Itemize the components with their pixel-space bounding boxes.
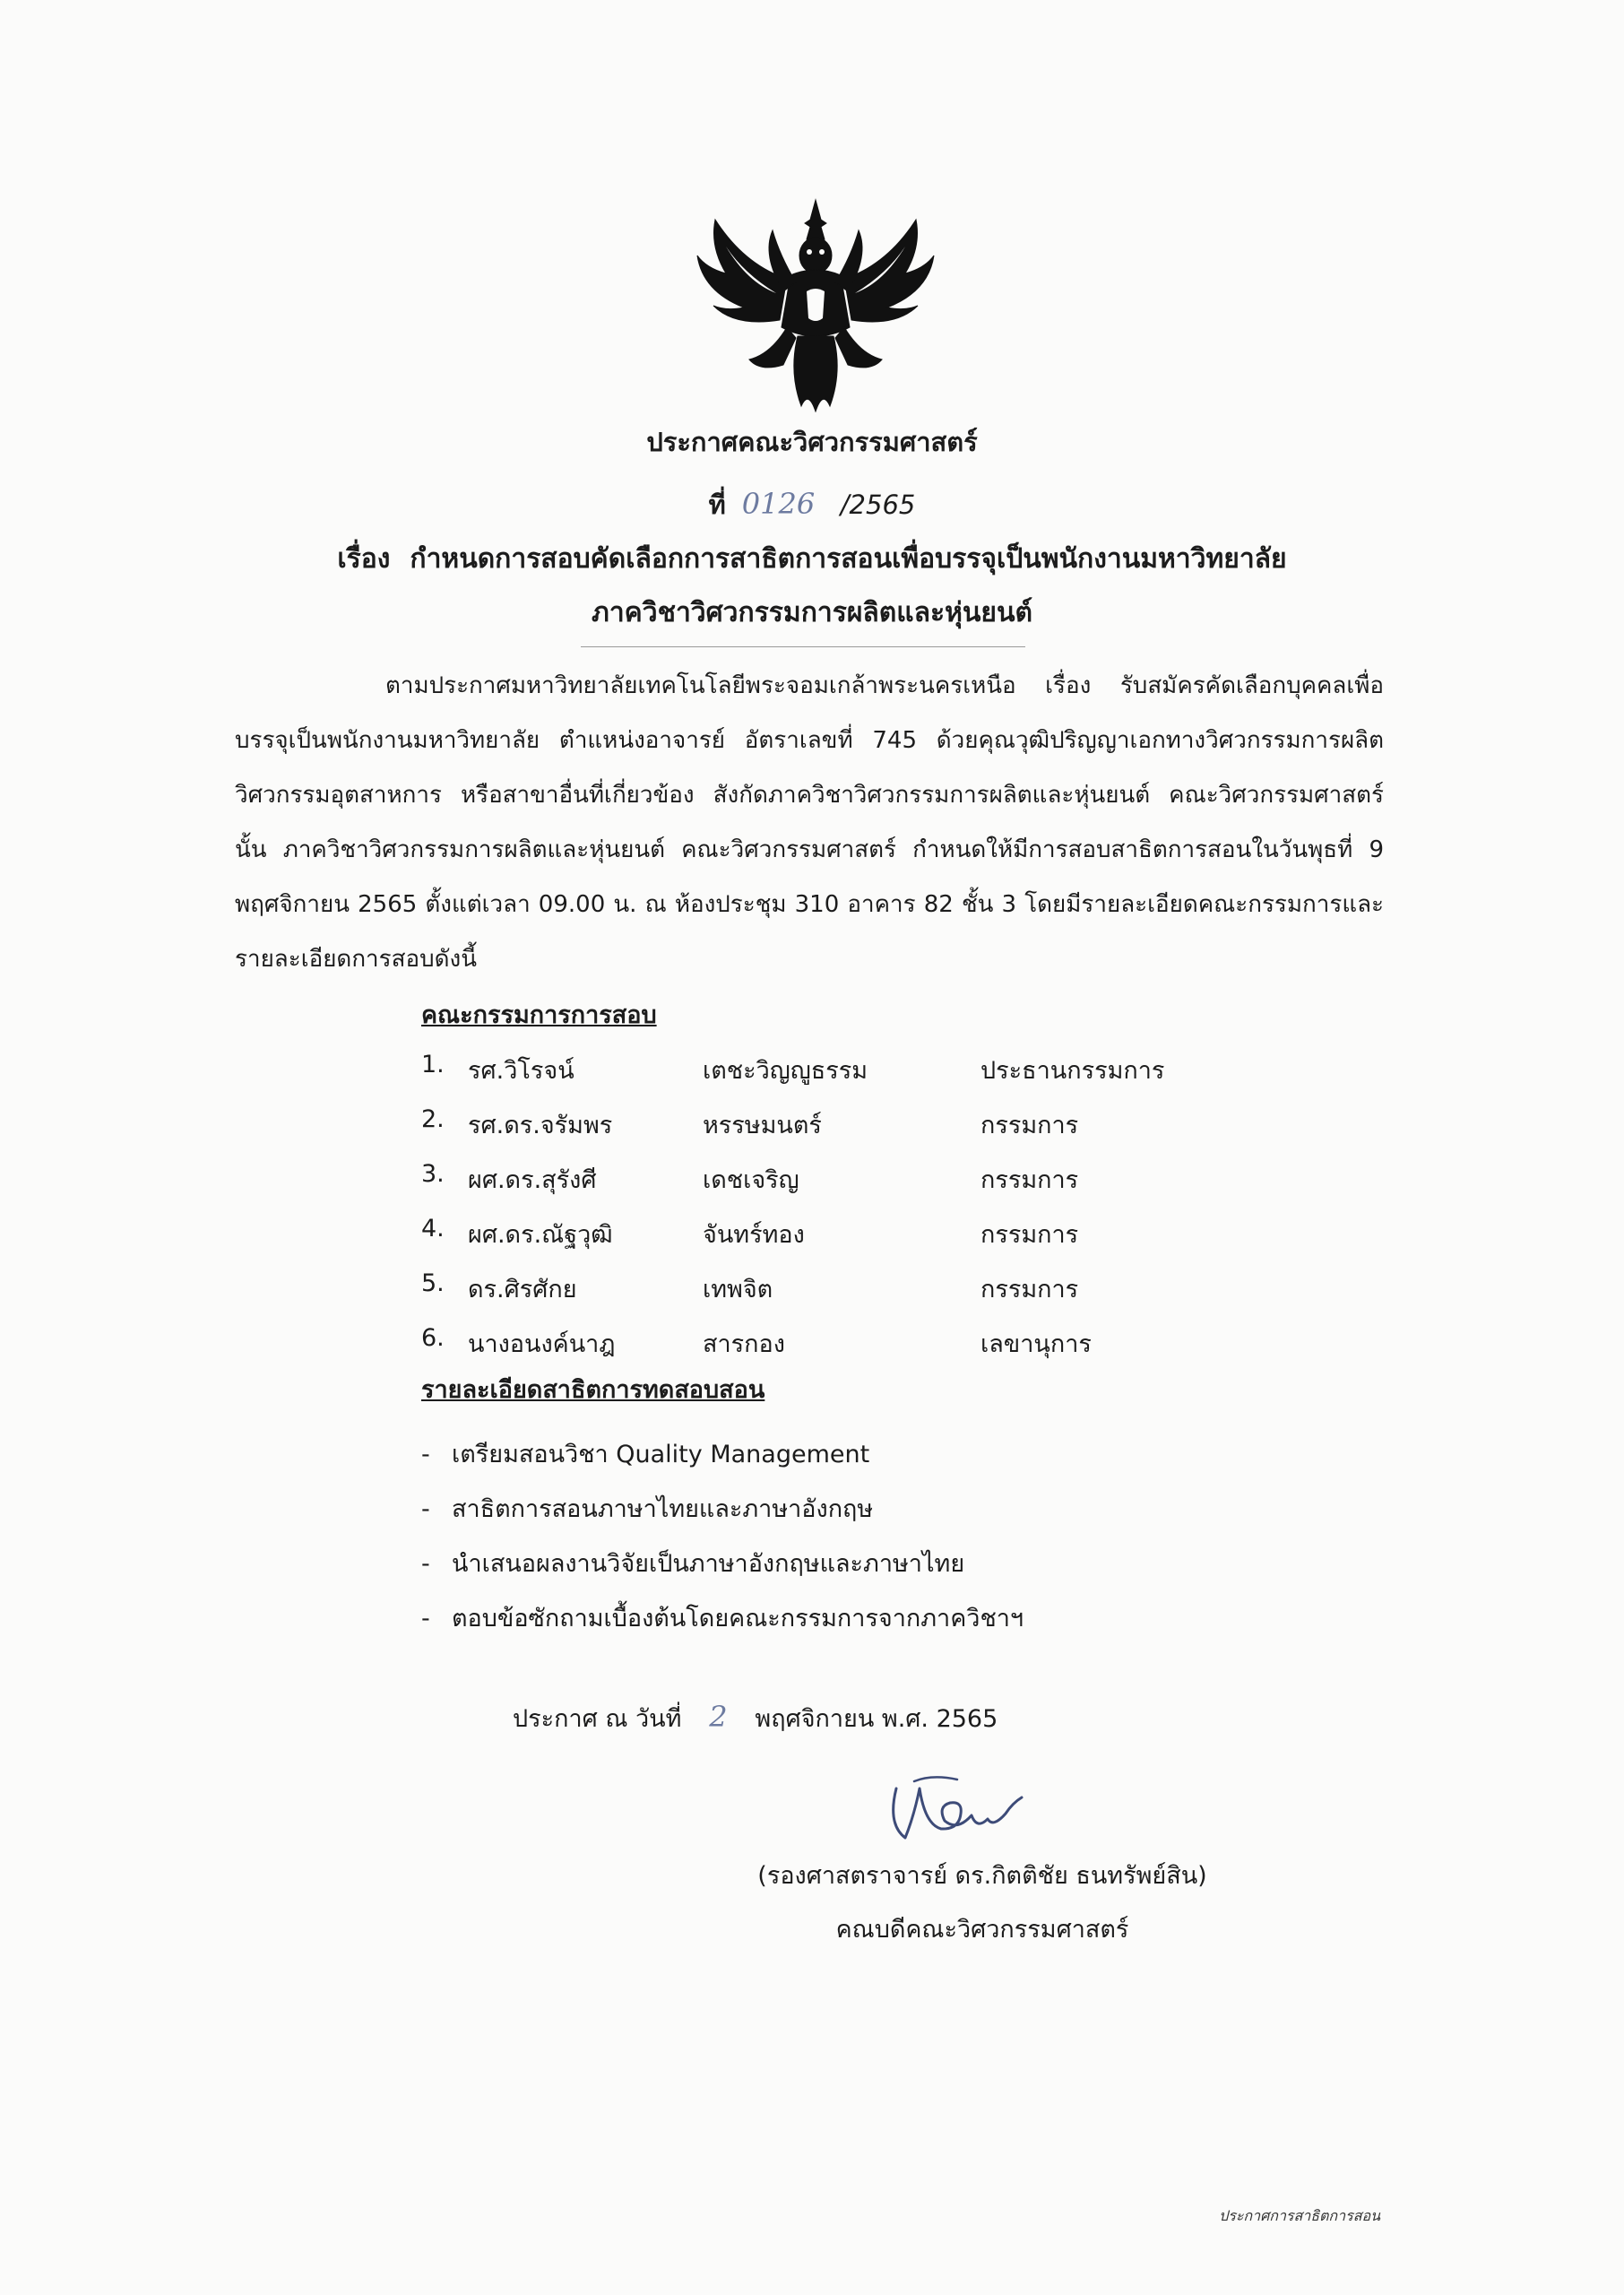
announcement-date — [513, 1699, 998, 1737]
bullet-dash: - — [421, 1605, 430, 1632]
committee-member — [421, 1105, 1407, 1147]
subject-label: เรื่อง — [337, 543, 391, 575]
garuda-emblem — [690, 193, 941, 412]
member-name: รศ.วิโรจน์ — [468, 1057, 574, 1085]
member-surname: เตชะวิญญูธรรม — [703, 1057, 868, 1085]
bullet-dash: - — [421, 1495, 430, 1523]
signer-name: (รองศาสตราจารย์ ดร.กิตติชัย ธนทรัพย์สิน) — [757, 1862, 1207, 1890]
body-paragraph — [235, 659, 1384, 987]
member-surname: เดชเจริญ — [703, 1166, 799, 1194]
member-name: นางอนงค์นาฎ — [468, 1330, 616, 1358]
footer-note: ประกาศการสาธิตการสอน — [1219, 2207, 1380, 2224]
detail-item — [421, 1489, 873, 1528]
signer-position: คณบดีคณะวิศวกรรมศาสตร์ — [835, 1916, 1129, 1944]
detail-item — [421, 1544, 964, 1582]
department-title: ภาควิชาวิศวกรรมการผลิตและหุ่นยนต์ — [592, 597, 1032, 628]
member-name: ผศ.ดร.สุรังศี — [468, 1166, 597, 1194]
member-name: รศ.ดร.จรัมพร — [468, 1112, 613, 1139]
announcement-title: ประกาศคณะวิศวกรรมศาสตร์ — [646, 427, 978, 457]
date-prefix: ประกาศ ณ วันที่ — [513, 1705, 682, 1733]
number-label: ที่ — [708, 489, 726, 520]
member-role: กรรมการ — [980, 1112, 1079, 1139]
date-month-year: พฤศจิกายน พ.ศ. 2565 — [755, 1705, 998, 1733]
bullet-dash: - — [421, 1550, 430, 1578]
member-role: กรรมการ — [980, 1276, 1079, 1303]
committee-heading: คณะกรรมการการสอบ — [421, 1001, 657, 1029]
member-role: ประธานกรรมการ — [980, 1057, 1165, 1085]
member-name: ผศ.ดร.ณัฐวุฒิ — [468, 1221, 613, 1249]
member-number: 4. — [421, 1215, 445, 1243]
subject-text: กำหนดการสอบคัดเลือกการสาธิตการสอนเพื่อบรรจุเป็นพนักงานมหาวิทยาลัย — [410, 543, 1287, 575]
detail-text: สาธิตการสอนภาษาไทยและภาษาอังกฤษ — [452, 1495, 874, 1523]
member-name: ดร.ศิรศักย — [468, 1276, 577, 1303]
member-number: 2. — [421, 1105, 445, 1133]
detail-item — [421, 1598, 1024, 1637]
number-year: /2565 — [840, 489, 916, 520]
body-paragraph-text: ตามประกาศมหาวิทยาลัยเทคโนโลยีพระจอมเกล้าพระนครเหนือ เรื่อง รับสมัครคัดเลือกบุคคลเพื่อบรรจุเป็นพนักงานมหาวิทยาลัย ตำแหน่งอาจารย์ อัตราเลขที่ 745 ด้วยคุณวุฒิปริญญาเอกทางวิศวกรรมการผลิต วิศวกรรมอุตสาหการ หรือสาขาอื่นที่เกี่ยวข้อง สังกัดภาควิชาวิศวกรรมการผลิตและหุ่นยนต์ คณะวิศวกรรมศาสตร์ นั้น ภาควิชาวิศวกรรมการผลิตและหุ่นยนต์ คณะวิศวกรรมศาสตร์ กำหนดให้มีการสอบสาธิตการสอนในวันพุธที่ 9 พฤศจิกายน 2565 ตั้งแต่เวลา 09.00 น. ณ ห้องประชุม 310 อาคาร 82 ชั้น 3 โดยมีรายละเอียดคณะกรรมการและรายละเอียดการสอบดังนี้ — [235, 672, 1384, 973]
detail-item — [421, 1434, 869, 1473]
member-surname: สารกอง — [703, 1330, 785, 1358]
announcement-subject — [0, 538, 1624, 580]
committee-member — [421, 1051, 1407, 1092]
member-role: กรรมการ — [980, 1221, 1079, 1249]
member-surname: เทพจิต — [703, 1276, 773, 1303]
member-number: 6. — [421, 1324, 445, 1352]
member-surname: จันทร์ทอง — [703, 1221, 805, 1249]
announcement-number — [0, 484, 1624, 525]
committee-member — [421, 1324, 1407, 1365]
detail-text: ตอบข้อซักถามเบื้องต้นโดยคณะกรรมการจากภาควิชาฯ — [452, 1605, 1024, 1632]
detail-text: เตรียมสอนวิชา Quality Management — [452, 1441, 870, 1468]
member-number: 1. — [421, 1051, 445, 1078]
bullet-dash: - — [421, 1441, 430, 1468]
member-role: เลขานุการ — [980, 1330, 1092, 1358]
handwritten-number: 0126 — [741, 487, 816, 521]
handwritten-day: 2 — [709, 1700, 728, 1734]
member-number: 3. — [421, 1160, 445, 1188]
committee-member — [421, 1269, 1407, 1311]
detail-text: นำเสนอผลงานวิจัยเป็นภาษาอังกฤษและภาษาไทย — [452, 1550, 965, 1578]
signature-mark — [878, 1762, 1031, 1847]
details-heading: รายละเอียดสาธิตการทดสอบสอน — [421, 1376, 765, 1404]
member-number: 5. — [421, 1269, 445, 1297]
committee-member — [421, 1215, 1407, 1256]
committee-member — [421, 1160, 1407, 1201]
header-divider — [581, 646, 1025, 647]
member-role: กรรมการ — [980, 1166, 1079, 1194]
member-surname: หรรษมนตร์ — [703, 1112, 822, 1139]
